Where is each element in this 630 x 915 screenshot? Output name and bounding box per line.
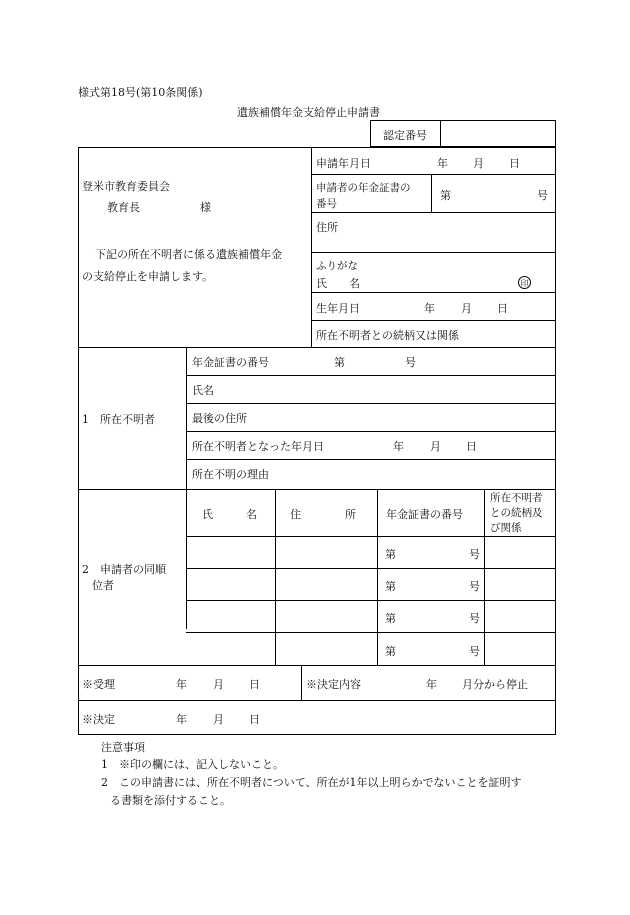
missing-day: 日	[466, 440, 477, 453]
missing-month: 月	[430, 440, 441, 453]
missing-reason-label: 所在不明の理由	[192, 468, 269, 481]
col-pension-header: 年金証書の番号	[386, 508, 463, 521]
decided-label: ※決定	[82, 713, 115, 726]
coheir-pension-go: 号	[469, 612, 480, 625]
coheir-pension-dai: 第	[385, 580, 396, 593]
col-relation-header-3: び関係	[490, 522, 522, 534]
note-2-line1: 2 この申請書には、所在不明者について、所在が1年以上明らかでないことを証明す	[101, 776, 522, 789]
coheir-pension-dai: 第	[385, 548, 396, 561]
col-relation-header-2: との続柄及	[490, 507, 543, 519]
missing-date-label: 所在不明者となった年月日	[192, 440, 324, 453]
coheir-pension-go: 号	[469, 645, 480, 658]
request-text-line1: 下記の所在不明者に係る遺族補償年金	[95, 248, 282, 261]
application-day: 日	[509, 157, 520, 170]
coheir-pension-go: 号	[469, 548, 480, 561]
coheir-pension-field[interactable]	[400, 636, 464, 661]
last-address-field[interactable]	[258, 407, 550, 427]
section1-label: 1 所在不明者	[82, 413, 155, 426]
request-text-line2: の支給停止を申請します。	[82, 270, 214, 283]
applicant-pension-dai: 第	[440, 189, 451, 202]
coheir-address-field[interactable]	[277, 570, 375, 598]
cert-number-label: 認定番号	[383, 129, 427, 142]
applicant-pension-field[interactable]	[456, 180, 534, 206]
received-day: 日	[249, 678, 260, 691]
col-relation-header-1: 所在不明者	[490, 492, 543, 504]
received-month: 月	[213, 678, 224, 691]
coheir-relation-field[interactable]	[486, 634, 554, 663]
honorific: 様	[200, 201, 211, 214]
applicant-name-label: 氏 名	[316, 277, 360, 290]
received-year: 年	[176, 678, 187, 691]
coheir-relation-field[interactable]	[486, 570, 554, 598]
missing-pension-label: 年金証書の番号	[192, 356, 269, 369]
missing-reason-field[interactable]	[282, 463, 550, 485]
addressee-person: 教育長	[107, 201, 140, 214]
received-label: ※受理	[82, 678, 115, 691]
section2-label-line2: 位者	[92, 579, 114, 592]
coheir-pension-field[interactable]	[400, 572, 464, 596]
col-address-header: 住 所	[290, 508, 356, 521]
coheir-pension-dai: 第	[385, 612, 396, 625]
birth-date-field[interactable]	[378, 296, 422, 316]
applicant-pension-go: 号	[537, 189, 548, 202]
birth-date-label: 生年月日	[316, 302, 360, 315]
missing-name-label: 氏名	[192, 384, 214, 397]
section2-label-line1: 2 申請者の同順	[82, 563, 166, 576]
furigana-label: ふりがな	[316, 260, 358, 272]
coheir-name-field[interactable]	[188, 634, 273, 663]
coheir-address-field[interactable]	[277, 634, 375, 663]
application-month: 月	[473, 157, 484, 170]
relation-label: 所在不明者との続柄又は関係	[316, 329, 459, 342]
applicant-name-field[interactable]	[372, 256, 512, 288]
birth-month: 月	[461, 302, 472, 315]
coheir-name-field[interactable]	[188, 602, 273, 630]
missing-pension-dai: 第	[334, 356, 345, 369]
coheir-relation-field[interactable]	[486, 602, 554, 630]
coheir-relation-field[interactable]	[486, 538, 554, 566]
col-name-header: 氏 名	[202, 508, 257, 521]
addressee-org: 登米市教育委員会	[82, 180, 170, 193]
birth-year: 年	[424, 302, 435, 315]
decided-year: 年	[176, 713, 187, 726]
decided-month: 月	[213, 713, 224, 726]
coheir-address-field[interactable]	[277, 538, 375, 566]
last-address-label: 最後の住所	[192, 412, 247, 425]
missing-date-field[interactable]	[350, 435, 390, 455]
coheir-pension-field[interactable]	[400, 604, 464, 628]
form-title: 遺族補償年金支給停止申請書	[237, 106, 380, 119]
application-year: 年	[437, 157, 448, 170]
decision-content-label: ※決定内容	[306, 678, 361, 691]
note-1: 1 ※印の欄には、記入しないこと。	[101, 758, 284, 771]
decision-content-year: 年	[426, 678, 437, 691]
applicant-address-label: 住所	[316, 221, 338, 234]
applicant-pension-label-2: 番号	[316, 198, 337, 210]
applicant-pension-label-1: 申請者の年金証書の	[316, 182, 411, 194]
form-number: 様式第18号(第10条関係)	[78, 86, 203, 99]
seal-mark-icon: 印	[518, 276, 531, 289]
missing-pension-field[interactable]	[350, 351, 400, 371]
coheir-name-field[interactable]	[188, 570, 273, 598]
cert-number-field[interactable]	[446, 124, 552, 143]
coheir-pension-go: 号	[469, 580, 480, 593]
birth-day: 日	[497, 302, 508, 315]
missing-year: 年	[393, 440, 404, 453]
note-2-line2: る書類を添付すること。	[110, 794, 231, 807]
applicant-address-field[interactable]	[346, 216, 552, 248]
missing-name-field[interactable]	[220, 379, 550, 399]
coheir-pension-field[interactable]	[400, 540, 464, 564]
missing-pension-go: 号	[405, 356, 416, 369]
stop-from-month: 月分から停止	[462, 678, 528, 691]
coheir-address-field[interactable]	[277, 602, 375, 630]
application-date-label: 申請年月日	[316, 157, 371, 170]
notes-heading: 注意事項	[101, 741, 145, 754]
application-date-field[interactable]	[380, 151, 430, 171]
coheir-pension-dai: 第	[385, 645, 396, 658]
coheir-name-field[interactable]	[188, 538, 273, 566]
decided-day: 日	[249, 713, 260, 726]
